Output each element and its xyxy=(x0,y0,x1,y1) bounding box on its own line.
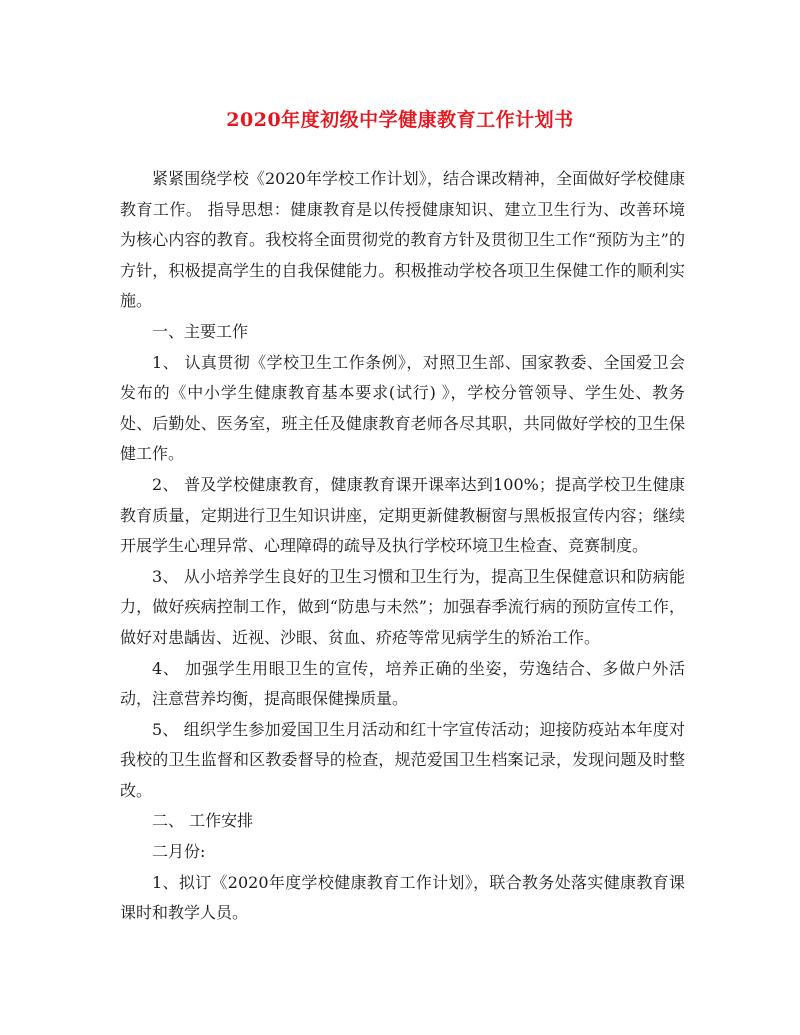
paragraph-intro: 紧紧围绕学校《2020年学校工作计划》，结合课改精神，全面做好学校健康教育工作。 指导思想：健康教育是以传授健康知识、建立卫生行为、改善环境为核心内容的教育。我校将全面贯彻党的教育方针及贯彻卫生工作“预防为主”的方针，积极提高学生的自我保健能力。积极推动学校各项卫生保健工作的顺利实施。 xyxy=(120,169,685,311)
paragraph-item-5: 5、 组织学生参加爱国卫生月活动和红十字宣传活动；迎接防疫站本年度对我校的卫生监督和区教委督导的检查，规范爱国卫生档案记录，发现问题及时整改。 xyxy=(120,719,685,800)
paragraph-item-3: 3、 从小培养学生良好的卫生习惯和卫生行为，提高卫生保健意识和防病能力，做好疾病控制工作，做到“防患与未然”；加强春季流行病的预防宣传工作，做好对患龋齿、近视、沙眼、贫血、疥疮等常见病学生的矫治工作。 xyxy=(120,566,685,647)
month-label-february: 二月份: xyxy=(152,842,206,862)
document-title: 2020年度初级中学健康教育工作计划书 xyxy=(226,109,574,131)
document-body xyxy=(120,164,685,929)
paragraph-item-1: 1、 认真贯彻《学校卫生工作条例》，对照卫生部、国家教委、全国爱卫会发布的《中小学生健康教育基本要求(试行) 》，学校分管领导、学生处、教务处、后勤处、医务室，班主任及健康教育老师各尽其职，共同做好学校的卫生保健工作。 xyxy=(120,352,685,464)
paragraph-february-item-1: 1、拟订《2020年度学校健康教育工作计划》，联合教务处落实健康教育课课时和教学人员。 xyxy=(120,872,685,923)
paragraph-item-2: 2、 普及学校健康教育，健康教育课开课率达到100%；提高学校卫生健康教育质量，定期进行卫生知识讲座，定期更新健教橱窗与黑板报宣传内容；继续开展学生心理异常、心理障碍的疏导及执行学校环境卫生检查、竞赛制度。 xyxy=(120,474,685,556)
section-heading-main-work: 一、主要工作 xyxy=(152,321,249,341)
paragraph-item-4: 4、 加强学生用眼卫生的宣传，培养正确的坐姿，劳逸结合、多做户外活动，注意营养均衡，提高眼保健操质量。 xyxy=(120,658,685,709)
section-heading-schedule: 二、 工作安排 xyxy=(152,811,254,831)
